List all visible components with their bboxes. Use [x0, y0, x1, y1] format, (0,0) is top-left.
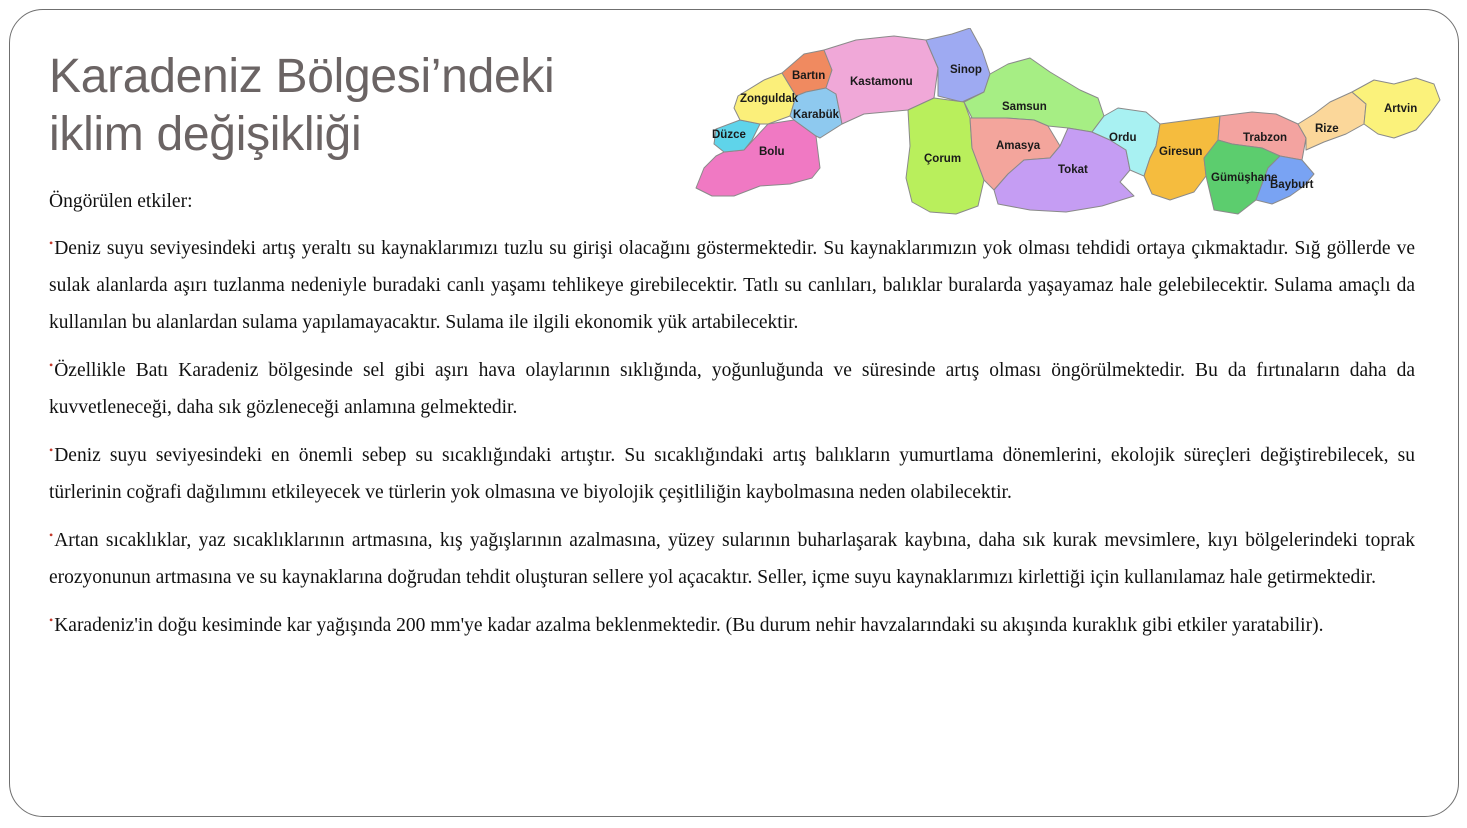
- bullet-text: Özellikle Batı Karadeniz bölgesinde sel gibi aşırı hava olaylarının sıklığında, yoğunluğunda ve süresinde artış olması öngörülmektedir. Bu da fırtınaların daha da kuvvetleneceği, daha sık gözleneceği anlamına gelmektedir.: [49, 360, 1415, 418]
- map-label-corum: Çorum: [924, 153, 962, 165]
- bullet-text: Deniz suyu seviyesindeki artış yeraltı su kaynaklarımızı tuzlu su girişi olacağını göstermektedir. Su kaynaklarımızın yok olması tehdidi ortaya çıkmaktadır. Sığ göllerde ve sulak alanlarda aşırı tuzlanma nedeniyle buradaki canlı yaşamı tehlikeye girebilecektir. Tatlı su canlıları, balıklar buralarda yaşayamaz hale gelebilecektir. Sulama amaçlı da kullanılan bu alanlardan sulama yapılamayacaktır. Sulama ile ilgili ekonomik yük artabilecektir.: [49, 238, 1415, 333]
- map-region-rize: [1298, 92, 1366, 150]
- title-line-2: iklim değişikliği: [49, 108, 362, 161]
- map-label-duzce: Düzce: [712, 129, 746, 141]
- bullet-item: [49, 602, 1415, 644]
- map-label-tokat: Tokat: [1058, 164, 1088, 176]
- bullet-icon: •: [49, 613, 54, 627]
- map-label-zonguldak: Zonguldak: [740, 93, 799, 105]
- map-label-bolu: Bolu: [759, 146, 785, 158]
- bullet-text: Deniz suyu seviyesindeki en önemli sebep su sıcaklığındaki artıştır. Su sıcaklığındaki artış balıkların yumurtlama dönemlerini, ekolojik süreçleri değiştirebilecek, su türlerinin coğrafi dağılımını etkileyecek ve türlerin yok olmasına ve biyolojik çeşitliliğin kaybolmasına neden olabilecektir.: [49, 445, 1415, 503]
- map-label-gumushane: Gümüşhane: [1211, 172, 1278, 184]
- bullet-icon: •: [49, 358, 54, 372]
- bullet-item: [49, 432, 1415, 511]
- map-label-samsun: Samsun: [1002, 101, 1047, 113]
- slide-title: [49, 48, 689, 164]
- map-label-kastamonu: Kastamonu: [850, 76, 913, 88]
- bullet-icon: •: [49, 236, 54, 250]
- map-label-amasya: Amasya: [996, 140, 1041, 152]
- bullet-text: Karadeniz'in doğu kesiminde kar yağışında 200 mm'ye kadar azalma beklenmektedir. (Bu durum nehir havzalarındaki su akışında kuraklık gibi etkiler yaratabilir).: [54, 615, 1324, 636]
- bullet-item: [49, 517, 1415, 596]
- bullet-item: [49, 347, 1415, 426]
- map-label-giresun: Giresun: [1159, 146, 1203, 158]
- map-label-rize: Rize: [1315, 123, 1339, 135]
- bullet-icon: •: [49, 443, 54, 457]
- slide-body: [49, 183, 1415, 650]
- map-label-bartin: Bartın: [792, 70, 826, 82]
- map-label-karabuk: Karabük: [793, 109, 840, 121]
- bullet-text: Artan sıcaklıklar, yaz sıcaklıklarının artmasına, kış yağışlarının azalmasına, yüzey sularının buharlaşarak kaybına, daha sık kurak mevsimlere, kıyı bölgelerindeki toprak erozyonunun artmasına ve su kaynaklarına doğrudan tehdit oluşturan sellere yol açacaktır. Seller, içme suyu kaynaklarımızı kirlettiği için kullanılamaz hale getirmektedir.: [49, 530, 1415, 588]
- bullet-item: [49, 225, 1415, 341]
- intro-text: Öngörülen etkiler:: [49, 191, 193, 212]
- title-line-1: Karadeniz Bölgesi’ndeki: [49, 50, 555, 103]
- map-label-trabzon: Trabzon: [1243, 132, 1288, 144]
- bullet-icon: •: [49, 528, 54, 542]
- map-label-sinop: Sinop: [950, 64, 982, 76]
- map-label-artvin: Artvin: [1384, 103, 1418, 115]
- map-label-bayburt: Bayburt: [1270, 179, 1314, 191]
- map-label-ordu: Ordu: [1109, 132, 1137, 144]
